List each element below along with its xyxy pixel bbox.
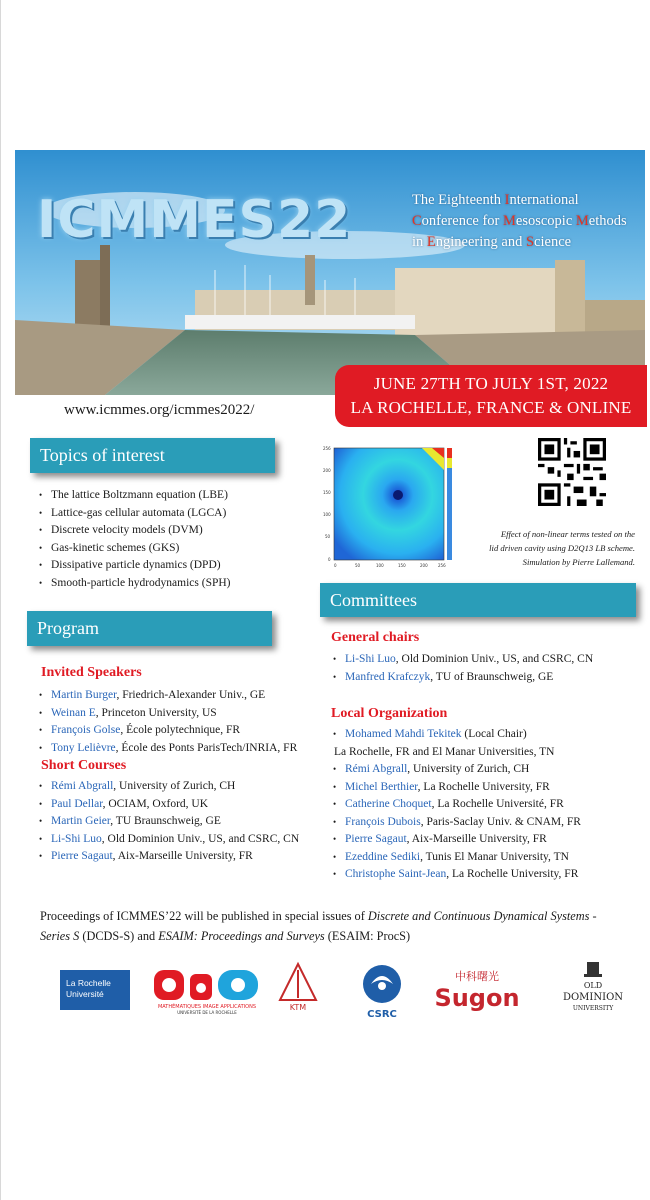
list-item: • Weinan E, Princeton University, US [37,705,297,723]
short-courses-title: Short Courses [41,758,127,773]
svg-text:OLD: OLD [583,981,603,990]
general-chairs-title: General chairs [331,630,420,645]
svg-text:DOMINION: DOMINION [563,992,623,1003]
conference-title: The Eighteenth International Conference for Mesoscopic Methods in Engineering and Science [412,192,627,250]
list-item: • Li-Shi Luo, Old Dominion Univ., US, and CSRC, CN [37,831,299,849]
y-tick-label: 256 [323,446,331,451]
y-tick-label: 150 [323,490,331,495]
x-tick-label: 150 [398,563,406,568]
date-location-box [335,365,647,427]
general-chairs-list [331,651,593,686]
list-item: • Michel Berthier, La Rochelle University, FR [331,779,581,797]
svg-text:MATHÉMATIQUES IMAGE APPLICATIO: MATHÉMATIQUES IMAGE APPLICATIONS [157,1004,257,1010]
list-item: • Pierre Sagaut, Aix-Marseille University, FR [331,831,581,849]
list-item: • Pierre Sagaut, Aix-Marseille University, FR [37,848,299,866]
ktm-logo [272,960,324,1020]
x-tick-label: 0 [334,563,337,568]
list-item: • Martin Geier, TU Braunschweig, GE [37,813,299,831]
committees-header: Committees [320,583,636,617]
local-organization-list [331,726,581,884]
x-tick-label: 256 [438,563,446,568]
list-item: • Lattice-gas cellular automata (LGCA) [37,505,231,523]
list-item: • Li-Shi Luo, Old Dominion Univ., US, and CSRC, CN [331,651,593,669]
page-edge [0,0,1,1200]
caption-line: lid driven cavity using D2Q13 LB scheme. [489,543,635,553]
program-header: Program [27,611,272,646]
location-text: LA ROCHELLE, FRANCE & ONLINE [350,398,632,417]
proceedings-note: Proceedings of ICMMES’22 will be published in special issues of Discrete and Continuous Dynamical Systems - Series S (DCDS-S) and ESAIM: Proceedings and Surveys (ESAIM: ProcS) [40,909,597,943]
list-item: • Martin Burger, Friedrich-Alexander Univ., GE [37,687,297,705]
list-item: • François Dubois, Paris-Saclay Univ. & CNAM, FR [331,814,581,832]
x-tick-label: 200 [420,563,428,568]
list-item: • Catherine Choquet, La Rochelle Université, FR [331,796,581,814]
x-tick-label: 100 [376,563,384,568]
short-courses-list [37,778,299,866]
list-item: • The lattice Boltzmann equation (LBE) [37,487,231,505]
svg-text:中科曙光: 中科曙光 [455,970,499,983]
banner-photo [15,150,645,395]
svg-text:UNIVERSITY: UNIVERSITY [572,1005,614,1012]
list-item: • Ezeddine Sediki, Tunis El Manar University, TN [331,849,581,867]
qr-code[interactable] [538,438,606,506]
list-item: • Discrete velocity models (DVM) [37,522,231,540]
simulation-figure [322,440,462,575]
list-item-continuation: La Rochelle, FR and El Manar Universities, TN [334,745,555,758]
svg-text:Sugon: Sugon [434,984,520,1012]
list-item: • Tony Lelièvre, École des Ponts ParisTech/INRIA, FR [37,740,297,758]
list-item: • Christophe Saint-Jean, La Rochelle University, FR [331,866,581,884]
figure-caption [470,527,635,569]
list-item: • Paul Dellar, OCIAM, Oxford, UK [37,796,299,814]
list-item: • François Golse, École polytechnique, FR [37,722,297,740]
list-item: • Gas-kinetic schemes (GKS) [37,540,231,558]
y-tick-label: 200 [323,468,331,473]
list-item: • Manfred Krafczyk, TU of Braunschweig, GE [331,669,593,687]
topics-list [37,487,231,592]
svg-text:KTM: KTM [289,1003,307,1012]
topics-header: Topics of interest [30,438,275,473]
icmmes-logo: ICMMES22 [37,190,352,250]
list-item: • Smooth-particle hydrodynamics (SPH) [37,575,231,593]
y-tick-label: 100 [323,512,331,517]
y-tick-label: 50 [325,534,331,539]
svg-text:CSRC: CSRC [367,1009,397,1020]
list-item: • Rémi Abgrall, University of Zurich, CH [331,761,581,779]
conference-url[interactable]: www.icmmes.org/icmmes2022/ [64,402,255,418]
la-rochelle-universite-logo: La Rochelle Université [60,970,130,1010]
csrc-logo [357,962,407,1022]
sugon-logo [432,968,522,1012]
list-item: • Rémi Abgrall, University of Zurich, CH [37,778,299,796]
old-dominion-logo [563,960,623,1020]
x-tick-label: 50 [355,563,361,568]
caption-line: Effect of non-linear terms tested on the [500,529,635,539]
local-organization-title: Local Organization [331,706,448,721]
invited-speakers-title: Invited Speakers [41,665,142,680]
caption-line: Simulation by Pierre Lallemand. [522,557,635,567]
list-item: • Dissipative particle dynamics (DPD) [37,557,231,575]
mia-logo [152,968,262,1016]
svg-text:UNIVERSITÉ DE LA ROCHELLE: UNIVERSITÉ DE LA ROCHELLE [177,1010,237,1015]
invited-speakers-list [37,687,297,757]
list-item: • Mohamed Mahdi Tekitek (Local Chair) [331,726,581,744]
y-tick-label: 0 [328,557,331,562]
dates-text: JUNE 27TH TO JULY 1ST, 2022 [373,374,609,393]
